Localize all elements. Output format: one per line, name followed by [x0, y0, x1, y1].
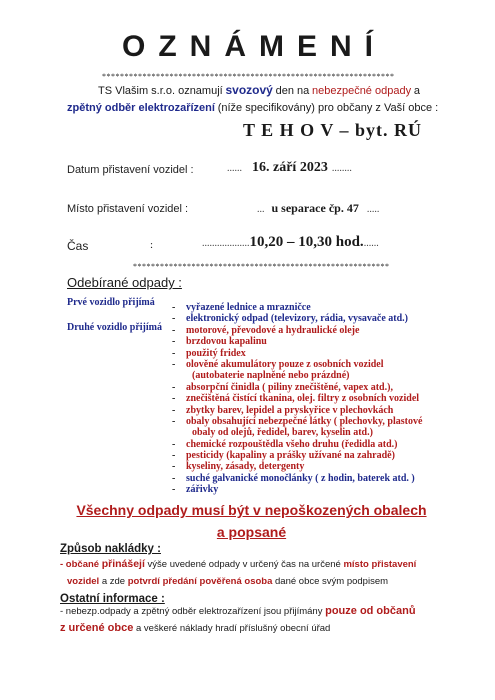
intro-text: a: [413, 85, 420, 97]
dots: ........: [331, 163, 352, 174]
waste-item-text: použitý fridex: [186, 347, 246, 359]
method-text: a zde: [101, 576, 126, 587]
other-text: a veškeré náklady hradí příslušný obecní úřad: [136, 623, 331, 634]
time-label: Čas: [67, 239, 89, 253]
date-label: Datum přistavení vozidel :: [67, 164, 194, 176]
divider-stars-top: *****************************************************************: [102, 72, 395, 81]
waste-item-text: brzdovou kapalinu: [186, 336, 267, 348]
waste-item: [172, 434, 422, 450]
waste-item: [172, 377, 422, 393]
waste-item: [172, 468, 422, 484]
other-line-1: [60, 603, 416, 620]
method-highlight: místo přistavení: [343, 559, 417, 570]
waste-item-text: elektronický odpad (televizory, rádia, vysavače atd.): [186, 313, 409, 325]
location-label: Místo přistavení vozidel :: [67, 203, 189, 215]
waste-item-text: chemické rozpouštědla všeho druhu (ředidla atd.): [186, 438, 398, 450]
location-value: u separace čp. 47: [271, 201, 359, 215]
waste-item-text: absorpční činidla ( piliny znečištěné, vapex atd.),: [186, 381, 393, 393]
waste-item-text: suché galvanické monočlánky ( z hodin, baterek atd. ): [186, 472, 415, 484]
vehicle-2-label: Druhé vozidlo přijímá: [67, 322, 162, 333]
bullet-dash: -: [172, 393, 176, 405]
time-value-row: [202, 233, 379, 251]
waste-item-text: obaly obsahující nebezpečné látky ( plechovky, plastové: [186, 415, 423, 427]
bullet-dash: -: [172, 347, 176, 359]
method-highlight: přinášejí: [101, 558, 145, 570]
waste-item: [172, 388, 422, 405]
intro-text: den na: [275, 85, 310, 97]
other-heading: Ostatní informace :: [60, 593, 165, 605]
dots: ......: [363, 238, 379, 249]
method-text: výše uvedené odpady v určený čas na určené: [147, 559, 341, 570]
page-title: OZNÁMENÍ: [122, 30, 386, 63]
date-value-row: [227, 158, 352, 176]
bullet-dash: -: [172, 472, 176, 484]
method-line-1: [60, 556, 416, 573]
waste-item-list: [172, 297, 423, 496]
waste-item: [172, 365, 422, 382]
dots: .....: [366, 204, 380, 215]
bullet-dash: -: [172, 358, 176, 370]
intro-text: TS Vlašim s.r.o. oznamují: [98, 85, 223, 97]
vehicle-1-label: Prvé vozidlo přijímá: [67, 297, 155, 308]
intro-highlight: zpětný odběr elektrozařízení: [67, 102, 215, 114]
waste-item-text: olověné akumulátory pouze z osobních vozidel: [186, 358, 384, 370]
other-line-2: [60, 620, 330, 637]
intro-highlight: nebezpečné odpady: [311, 85, 412, 97]
waste-item-text: zářivky: [186, 484, 219, 496]
waste-item-text: motorové, převodové a hydraulické oleje: [186, 324, 360, 336]
method-line-2: [67, 573, 388, 590]
municipality-name: T E H O V – byt. RÚ: [242, 120, 423, 140]
date-value: 16. září 2023: [252, 160, 328, 175]
waste-item-text: (autobaterie naplněné nebo prázdné): [192, 370, 350, 382]
bullet-dash: -: [172, 404, 176, 416]
waste-item: [172, 308, 422, 325]
waste-item-text: znečištěná čistící tkanina, olej. filtry z osobních vozidel: [186, 393, 420, 405]
method-text: - občané: [60, 559, 100, 570]
intro-line-1: [98, 81, 420, 100]
waste-item: [172, 354, 422, 370]
method-text: dané obce svým podpisem: [275, 576, 389, 587]
bullet-dash: -: [172, 450, 176, 462]
time-colon: :: [150, 239, 154, 251]
other-highlight: z určené obce: [60, 622, 134, 634]
bullet-dash: -: [172, 313, 176, 325]
bullet-dash: -: [172, 415, 176, 427]
intro-line-2: [67, 99, 438, 117]
waste-item: [172, 343, 422, 359]
waste-item-text: vyřazené lednice a mrazničce: [186, 302, 311, 313]
bullet-dash: -: [172, 336, 176, 348]
waste-item: [172, 411, 423, 427]
accepted-heading: Odebírané odpady :: [67, 275, 182, 290]
waste-item: [172, 445, 422, 462]
waste-item-text: kyseliny, zásady, detergenty: [186, 461, 305, 473]
method-highlight: potvrdí předání pověřená osoba: [127, 576, 273, 587]
divider-stars-mid: *********************************************************: [133, 262, 390, 271]
waste-item-text: obaly od olejů, ředidel, barev, kyselin atd.): [192, 427, 373, 439]
bullet-dash: -: [172, 461, 176, 473]
bullet-dash: -: [172, 381, 176, 393]
method-highlight: vozidel: [67, 576, 100, 587]
bullet-dash: -: [172, 302, 176, 313]
waste-item-text: zbytky barev, lepidel a pryskyřice v plechovkách: [186, 404, 394, 416]
dots: ...................: [202, 238, 250, 249]
bullet-dash: -: [172, 438, 176, 450]
intro-text: (níže specifikovány) pro občany z Vaší obce :: [217, 102, 439, 114]
waste-item-text: pesticidy (kapaliny a prášky užívané na zahradě): [186, 450, 395, 462]
location-value-row: [257, 199, 379, 217]
waste-item: [172, 400, 422, 416]
other-text: - nebezp.odpady a zpětný odběr elektrozařízení jsou přijímány: [60, 606, 323, 617]
time-value: 10,20 – 10,30 hod.: [249, 234, 364, 250]
packaging-warning-line-2: a popsané: [216, 524, 287, 540]
intro-highlight: svozový: [225, 83, 273, 97]
bullet-dash: -: [172, 484, 176, 496]
dots: ......: [227, 163, 242, 174]
waste-item: [172, 297, 422, 313]
bullet-dash: -: [172, 324, 176, 336]
packaging-warning-line-1: Všechny odpady musí být v nepoškozených obalech: [76, 502, 427, 518]
method-heading: Způsob nakládky :: [60, 543, 161, 555]
dots: ...: [257, 204, 265, 215]
other-highlight: pouze od občanů: [325, 605, 416, 617]
